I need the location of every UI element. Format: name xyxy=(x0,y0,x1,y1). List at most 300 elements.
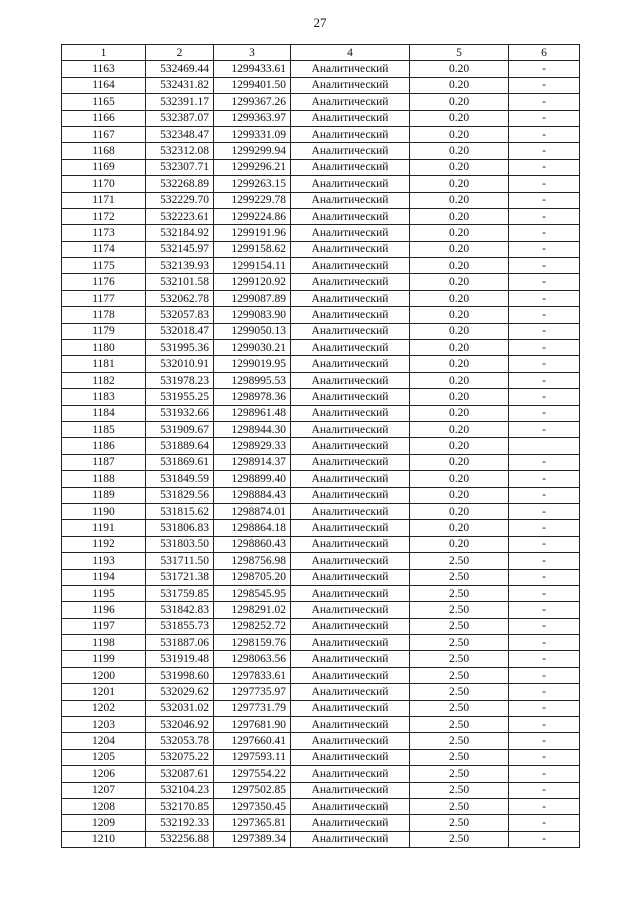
method-cell: Аналитический xyxy=(291,815,410,831)
y-coordinate-cell: 1299331.09 xyxy=(214,126,291,142)
note-cell: - xyxy=(509,126,580,142)
method-cell: Аналитический xyxy=(291,110,410,126)
x-coordinate-cell: 532256.88 xyxy=(146,831,214,847)
accuracy-cell: 0.20 xyxy=(410,176,509,192)
y-coordinate-cell: 1297731.79 xyxy=(214,700,291,716)
note-cell: - xyxy=(509,274,580,290)
accuracy-cell: 0.20 xyxy=(410,126,509,142)
y-coordinate-cell: 1299367.26 xyxy=(214,94,291,110)
accuracy-cell: 0.20 xyxy=(410,77,509,93)
point-number-cell: 1207 xyxy=(62,782,146,798)
x-coordinate-cell: 532062.78 xyxy=(146,290,214,306)
y-coordinate-cell: 1297593.11 xyxy=(214,749,291,765)
note-cell: - xyxy=(509,487,580,503)
note-cell: - xyxy=(509,651,580,667)
y-coordinate-cell: 1299229.78 xyxy=(214,192,291,208)
table-row xyxy=(62,520,580,536)
table-row xyxy=(62,700,580,716)
note-cell: - xyxy=(509,585,580,601)
method-cell: Аналитический xyxy=(291,667,410,683)
x-coordinate-cell: 531806.83 xyxy=(146,520,214,536)
note-cell: - xyxy=(509,553,580,569)
table-row xyxy=(62,192,580,208)
method-cell: Аналитический xyxy=(291,618,410,634)
method-cell: Аналитический xyxy=(291,274,410,290)
table-row xyxy=(62,258,580,274)
accuracy-cell: 2.50 xyxy=(410,733,509,749)
method-cell: Аналитический xyxy=(291,340,410,356)
table-row xyxy=(62,405,580,421)
note-cell: - xyxy=(509,307,580,323)
note-cell: - xyxy=(509,815,580,831)
x-coordinate-cell: 532053.78 xyxy=(146,733,214,749)
x-coordinate-cell: 532170.85 xyxy=(146,798,214,814)
y-coordinate-cell: 1299087.89 xyxy=(214,290,291,306)
x-coordinate-cell: 531855.73 xyxy=(146,618,214,634)
x-coordinate-cell: 532307.71 xyxy=(146,159,214,175)
table-row xyxy=(62,749,580,765)
method-cell: Аналитический xyxy=(291,700,410,716)
method-cell: Аналитический xyxy=(291,766,410,782)
method-cell: Аналитический xyxy=(291,258,410,274)
method-cell: Аналитический xyxy=(291,602,410,618)
note-cell: - xyxy=(509,143,580,159)
x-coordinate-cell: 531721.38 xyxy=(146,569,214,585)
point-number-cell: 1189 xyxy=(62,487,146,503)
method-cell: Аналитический xyxy=(291,421,410,437)
y-coordinate-cell: 1298291.02 xyxy=(214,602,291,618)
note-cell: - xyxy=(509,176,580,192)
accuracy-cell: 2.50 xyxy=(410,569,509,585)
point-number-cell: 1169 xyxy=(62,159,146,175)
coordinates-table xyxy=(61,44,580,848)
note-cell: - xyxy=(509,733,580,749)
table-row xyxy=(62,454,580,470)
table-row xyxy=(62,602,580,618)
method-cell: Аналитический xyxy=(291,553,410,569)
method-cell: Аналитический xyxy=(291,487,410,503)
note-cell: - xyxy=(509,77,580,93)
point-number-cell: 1174 xyxy=(62,241,146,257)
method-cell: Аналитический xyxy=(291,684,410,700)
accuracy-cell: 2.50 xyxy=(410,684,509,700)
table-row xyxy=(62,553,580,569)
point-number-cell: 1178 xyxy=(62,307,146,323)
y-coordinate-cell: 1299154.11 xyxy=(214,258,291,274)
table-row xyxy=(62,487,580,503)
method-cell: Аналитический xyxy=(291,733,410,749)
note-cell: - xyxy=(509,569,580,585)
method-cell: Аналитический xyxy=(291,372,410,388)
table-row xyxy=(62,782,580,798)
note-cell: - xyxy=(509,389,580,405)
table-row xyxy=(62,176,580,192)
x-coordinate-cell: 531887.06 xyxy=(146,635,214,651)
method-cell: Аналитический xyxy=(291,569,410,585)
point-number-cell: 1203 xyxy=(62,717,146,733)
table-row xyxy=(62,733,580,749)
x-coordinate-cell: 532010.91 xyxy=(146,356,214,372)
y-coordinate-cell: 1299296.21 xyxy=(214,159,291,175)
x-coordinate-cell: 532387.07 xyxy=(146,110,214,126)
method-cell: Аналитический xyxy=(291,208,410,224)
x-coordinate-cell: 532075.22 xyxy=(146,749,214,765)
x-coordinate-cell: 531869.61 xyxy=(146,454,214,470)
table-row xyxy=(62,61,580,77)
note-cell: - xyxy=(509,520,580,536)
y-coordinate-cell: 1298944.30 xyxy=(214,421,291,437)
accuracy-cell: 0.20 xyxy=(410,323,509,339)
column-header: 3 xyxy=(214,45,291,61)
y-coordinate-cell: 1298929.33 xyxy=(214,438,291,454)
method-cell: Аналитический xyxy=(291,536,410,552)
y-coordinate-cell: 1298860.43 xyxy=(214,536,291,552)
y-coordinate-cell: 1297502.85 xyxy=(214,782,291,798)
note-cell: - xyxy=(509,471,580,487)
note-cell: - xyxy=(509,700,580,716)
accuracy-cell: 2.50 xyxy=(410,831,509,847)
note-cell: - xyxy=(509,110,580,126)
x-coordinate-cell: 531815.62 xyxy=(146,503,214,519)
x-coordinate-cell: 532057.83 xyxy=(146,307,214,323)
x-coordinate-cell: 531978.23 xyxy=(146,372,214,388)
point-number-cell: 1180 xyxy=(62,340,146,356)
method-cell: Аналитический xyxy=(291,585,410,601)
table-header xyxy=(62,45,580,61)
x-coordinate-cell: 532431.82 xyxy=(146,77,214,93)
x-coordinate-cell: 532184.92 xyxy=(146,225,214,241)
y-coordinate-cell: 1297660.41 xyxy=(214,733,291,749)
point-number-cell: 1172 xyxy=(62,208,146,224)
accuracy-cell: 0.20 xyxy=(410,356,509,372)
method-cell: Аналитический xyxy=(291,389,410,405)
y-coordinate-cell: 1298545.95 xyxy=(214,585,291,601)
accuracy-cell: 2.50 xyxy=(410,667,509,683)
accuracy-cell: 0.20 xyxy=(410,110,509,126)
accuracy-cell: 0.20 xyxy=(410,61,509,77)
method-cell: Аналитический xyxy=(291,717,410,733)
note-cell: - xyxy=(509,635,580,651)
note-cell: - xyxy=(509,684,580,700)
method-cell: Аналитический xyxy=(291,831,410,847)
note-cell: - xyxy=(509,503,580,519)
table-body xyxy=(62,61,580,848)
table-row xyxy=(62,159,580,175)
table-row xyxy=(62,356,580,372)
note-cell: - xyxy=(509,405,580,421)
point-number-cell: 1198 xyxy=(62,635,146,651)
accuracy-cell: 0.20 xyxy=(410,290,509,306)
accuracy-cell: 0.20 xyxy=(410,241,509,257)
note-cell: - xyxy=(509,421,580,437)
note-cell: - xyxy=(509,192,580,208)
note-cell: - xyxy=(509,241,580,257)
point-number-cell: 1206 xyxy=(62,766,146,782)
table-row xyxy=(62,438,580,454)
accuracy-cell: 2.50 xyxy=(410,766,509,782)
note-cell: - xyxy=(509,749,580,765)
method-cell: Аналитический xyxy=(291,307,410,323)
table-row xyxy=(62,372,580,388)
point-number-cell: 1195 xyxy=(62,585,146,601)
y-coordinate-cell: 1299401.50 xyxy=(214,77,291,93)
method-cell: Аналитический xyxy=(291,290,410,306)
table-row xyxy=(62,421,580,437)
table-row xyxy=(62,618,580,634)
x-coordinate-cell: 531711.50 xyxy=(146,553,214,569)
note-cell xyxy=(509,438,580,454)
method-cell: Аналитический xyxy=(291,651,410,667)
accuracy-cell: 0.20 xyxy=(410,208,509,224)
table-row xyxy=(62,667,580,683)
accuracy-cell: 0.20 xyxy=(410,389,509,405)
x-coordinate-cell: 532268.89 xyxy=(146,176,214,192)
y-coordinate-cell: 1298995.53 xyxy=(214,372,291,388)
table-row xyxy=(62,635,580,651)
x-coordinate-cell: 532192.33 xyxy=(146,815,214,831)
method-cell: Аналитический xyxy=(291,635,410,651)
table-row xyxy=(62,323,580,339)
note-cell: - xyxy=(509,831,580,847)
point-number-cell: 1192 xyxy=(62,536,146,552)
point-number-cell: 1202 xyxy=(62,700,146,716)
table-row xyxy=(62,766,580,782)
x-coordinate-cell: 531955.25 xyxy=(146,389,214,405)
table-row xyxy=(62,536,580,552)
x-coordinate-cell: 532139.93 xyxy=(146,258,214,274)
x-coordinate-cell: 532229.70 xyxy=(146,192,214,208)
x-coordinate-cell: 531759.85 xyxy=(146,585,214,601)
point-number-cell: 1168 xyxy=(62,143,146,159)
column-header: 4 xyxy=(291,45,410,61)
column-header: 6 xyxy=(509,45,580,61)
x-coordinate-cell: 532223.61 xyxy=(146,208,214,224)
accuracy-cell: 2.50 xyxy=(410,782,509,798)
point-number-cell: 1182 xyxy=(62,372,146,388)
table-row xyxy=(62,569,580,585)
method-cell: Аналитический xyxy=(291,438,410,454)
table-row xyxy=(62,651,580,667)
method-cell: Аналитический xyxy=(291,159,410,175)
point-number-cell: 1166 xyxy=(62,110,146,126)
point-number-cell: 1171 xyxy=(62,192,146,208)
x-coordinate-cell: 531919.48 xyxy=(146,651,214,667)
x-coordinate-cell: 532046.92 xyxy=(146,717,214,733)
point-number-cell: 1165 xyxy=(62,94,146,110)
accuracy-cell: 2.50 xyxy=(410,749,509,765)
table-row xyxy=(62,340,580,356)
x-coordinate-cell: 531995.36 xyxy=(146,340,214,356)
method-cell: Аналитический xyxy=(291,749,410,765)
y-coordinate-cell: 1299363.97 xyxy=(214,110,291,126)
accuracy-cell: 2.50 xyxy=(410,602,509,618)
table-row xyxy=(62,225,580,241)
y-coordinate-cell: 1299120.92 xyxy=(214,274,291,290)
x-coordinate-cell: 531829.56 xyxy=(146,487,214,503)
table-row xyxy=(62,798,580,814)
y-coordinate-cell: 1299224.86 xyxy=(214,208,291,224)
note-cell: - xyxy=(509,340,580,356)
note-cell: - xyxy=(509,258,580,274)
method-cell: Аналитический xyxy=(291,405,410,421)
x-coordinate-cell: 532104.23 xyxy=(146,782,214,798)
accuracy-cell: 0.20 xyxy=(410,471,509,487)
y-coordinate-cell: 1297350.45 xyxy=(214,798,291,814)
y-coordinate-cell: 1297735.97 xyxy=(214,684,291,700)
y-coordinate-cell: 1298978.36 xyxy=(214,389,291,405)
y-coordinate-cell: 1299191.96 xyxy=(214,225,291,241)
y-coordinate-cell: 1297389.34 xyxy=(214,831,291,847)
column-header: 5 xyxy=(410,45,509,61)
accuracy-cell: 0.20 xyxy=(410,94,509,110)
point-number-cell: 1191 xyxy=(62,520,146,536)
point-number-cell: 1187 xyxy=(62,454,146,470)
table-row xyxy=(62,503,580,519)
accuracy-cell: 2.50 xyxy=(410,815,509,831)
point-number-cell: 1197 xyxy=(62,618,146,634)
note-cell: - xyxy=(509,323,580,339)
method-cell: Аналитический xyxy=(291,143,410,159)
accuracy-cell: 2.50 xyxy=(410,618,509,634)
note-cell: - xyxy=(509,94,580,110)
accuracy-cell: 0.20 xyxy=(410,340,509,356)
table-row xyxy=(62,208,580,224)
point-number-cell: 1185 xyxy=(62,421,146,437)
note-cell: - xyxy=(509,602,580,618)
y-coordinate-cell: 1298864.18 xyxy=(214,520,291,536)
point-number-cell: 1188 xyxy=(62,471,146,487)
accuracy-cell: 2.50 xyxy=(410,651,509,667)
table-row xyxy=(62,274,580,290)
accuracy-cell: 0.20 xyxy=(410,372,509,388)
table-row xyxy=(62,126,580,142)
accuracy-cell: 0.20 xyxy=(410,421,509,437)
note-cell: - xyxy=(509,717,580,733)
accuracy-cell: 0.20 xyxy=(410,536,509,552)
accuracy-cell: 0.20 xyxy=(410,438,509,454)
method-cell: Аналитический xyxy=(291,192,410,208)
method-cell: Аналитический xyxy=(291,471,410,487)
method-cell: Аналитический xyxy=(291,126,410,142)
point-number-cell: 1175 xyxy=(62,258,146,274)
method-cell: Аналитический xyxy=(291,61,410,77)
point-number-cell: 1181 xyxy=(62,356,146,372)
method-cell: Аналитический xyxy=(291,503,410,519)
point-number-cell: 1173 xyxy=(62,225,146,241)
table-row xyxy=(62,290,580,306)
accuracy-cell: 0.20 xyxy=(410,159,509,175)
point-number-cell: 1196 xyxy=(62,602,146,618)
point-number-cell: 1190 xyxy=(62,503,146,519)
x-coordinate-cell: 532031.02 xyxy=(146,700,214,716)
method-cell: Аналитический xyxy=(291,77,410,93)
y-coordinate-cell: 1297833.61 xyxy=(214,667,291,683)
point-number-cell: 1163 xyxy=(62,61,146,77)
point-number-cell: 1208 xyxy=(62,798,146,814)
accuracy-cell: 0.20 xyxy=(410,143,509,159)
page-number: 27 xyxy=(313,15,327,30)
point-number-cell: 1186 xyxy=(62,438,146,454)
note-cell: - xyxy=(509,766,580,782)
x-coordinate-cell: 531889.64 xyxy=(146,438,214,454)
table-row xyxy=(62,94,580,110)
point-number-cell: 1209 xyxy=(62,815,146,831)
accuracy-cell: 2.50 xyxy=(410,585,509,601)
y-coordinate-cell: 1297554.22 xyxy=(214,766,291,782)
method-cell: Аналитический xyxy=(291,520,410,536)
note-cell: - xyxy=(509,667,580,683)
y-coordinate-cell: 1298705.20 xyxy=(214,569,291,585)
table-row xyxy=(62,143,580,159)
point-number-cell: 1201 xyxy=(62,684,146,700)
table-row xyxy=(62,389,580,405)
accuracy-cell: 0.20 xyxy=(410,258,509,274)
table-row xyxy=(62,684,580,700)
accuracy-cell: 2.50 xyxy=(410,635,509,651)
y-coordinate-cell: 1297365.81 xyxy=(214,815,291,831)
y-coordinate-cell: 1299299.94 xyxy=(214,143,291,159)
accuracy-cell: 0.20 xyxy=(410,487,509,503)
accuracy-cell: 2.50 xyxy=(410,553,509,569)
y-coordinate-cell: 1298159.76 xyxy=(214,635,291,651)
x-coordinate-cell: 532312.08 xyxy=(146,143,214,159)
note-cell: - xyxy=(509,536,580,552)
point-number-cell: 1204 xyxy=(62,733,146,749)
y-coordinate-cell: 1299019.95 xyxy=(214,356,291,372)
note-cell: - xyxy=(509,208,580,224)
table-row xyxy=(62,241,580,257)
note-cell: - xyxy=(509,159,580,175)
note-cell: - xyxy=(509,290,580,306)
x-coordinate-cell: 531849.59 xyxy=(146,471,214,487)
y-coordinate-cell: 1298252.72 xyxy=(214,618,291,634)
note-cell: - xyxy=(509,798,580,814)
x-coordinate-cell: 531932.66 xyxy=(146,405,214,421)
header-row xyxy=(62,45,580,61)
y-coordinate-cell: 1298884.43 xyxy=(214,487,291,503)
accuracy-cell: 0.20 xyxy=(410,503,509,519)
note-cell: - xyxy=(509,782,580,798)
y-coordinate-cell: 1299030.21 xyxy=(214,340,291,356)
point-number-cell: 1183 xyxy=(62,389,146,405)
y-coordinate-cell: 1297681.90 xyxy=(214,717,291,733)
y-coordinate-cell: 1299433.61 xyxy=(214,61,291,77)
point-number-cell: 1184 xyxy=(62,405,146,421)
x-coordinate-cell: 531842.83 xyxy=(146,602,214,618)
note-cell: - xyxy=(509,372,580,388)
point-number-cell: 1210 xyxy=(62,831,146,847)
accuracy-cell: 0.20 xyxy=(410,454,509,470)
point-number-cell: 1193 xyxy=(62,553,146,569)
y-coordinate-cell: 1299050.13 xyxy=(214,323,291,339)
y-coordinate-cell: 1298756.98 xyxy=(214,553,291,569)
accuracy-cell: 2.50 xyxy=(410,717,509,733)
y-coordinate-cell: 1299263.15 xyxy=(214,176,291,192)
accuracy-cell: 0.20 xyxy=(410,225,509,241)
accuracy-cell: 0.20 xyxy=(410,192,509,208)
method-cell: Аналитический xyxy=(291,241,410,257)
x-coordinate-cell: 532029.62 xyxy=(146,684,214,700)
accuracy-cell: 0.20 xyxy=(410,274,509,290)
point-number-cell: 1194 xyxy=(62,569,146,585)
accuracy-cell: 2.50 xyxy=(410,798,509,814)
y-coordinate-cell: 1299083.90 xyxy=(214,307,291,323)
table-row xyxy=(62,307,580,323)
accuracy-cell: 0.20 xyxy=(410,520,509,536)
column-header: 1 xyxy=(62,45,146,61)
note-cell: - xyxy=(509,356,580,372)
column-header: 2 xyxy=(146,45,214,61)
